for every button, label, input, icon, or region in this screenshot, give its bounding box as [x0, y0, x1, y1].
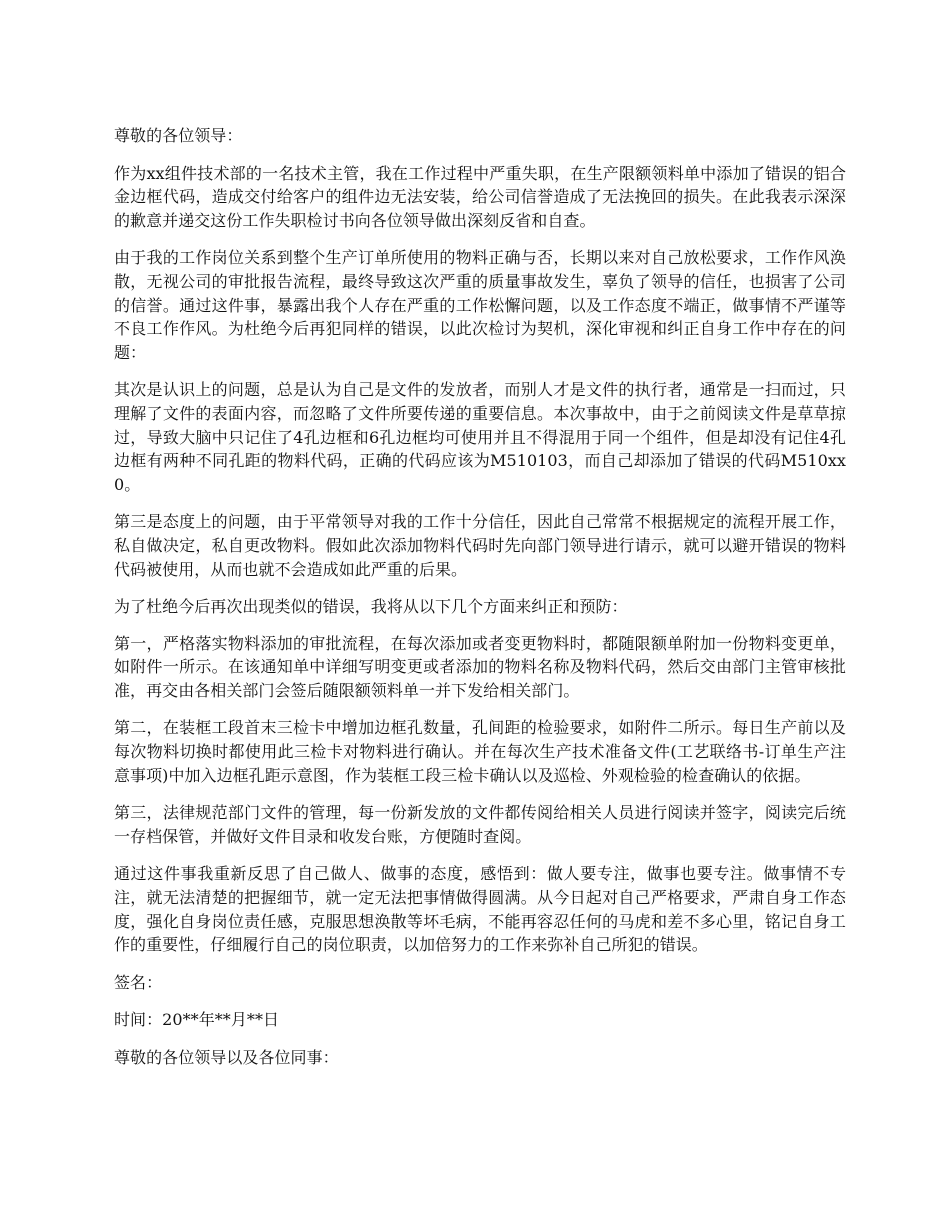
second-salutation: 尊敬的各位领导以及各位同事： [114, 1048, 339, 1067]
paragraph-reflection: 通过这件事我重新反思了自己做人、做事的态度，感悟到：做人要专注，做事也要专注。做事情不专注，就无法清楚的把握细节，就一定无法把事情做得圆满。从今日起对自己严格要求，严肃自身工作态度，强化自身岗位责任感，克服思想涣散等坏毛病，不能再容忍任何的马虎和差不多心里，铭记自身工作的重要性，仔细履行自己的岗位职责，以加倍努力的工作来弥补自己所犯的错误。 [114, 864, 846, 955]
paragraph-measure-two: 第二，在装框工段首末三检卡中增加边框孔数量，孔间距的检验要求，如附件二所示。每日生产前以及每次物料切换时都使用此三检卡对物料进行确认。并在每次生产技术准备文件(工艺联络书-订单生产注意事项)中加入边框孔距示意图，作为装框工段三检卡确认以及巡检、外观检验的检查确认的依据。 [114, 718, 846, 785]
paragraph-cause: 由于我的工作岗位关系到整个生产订单所使用的物料正确与否，长期以来对自己放松要求，工作作风涣散，无视公司的审批报告流程，最终导致这次严重的质量事故发生，辜负了领导的信任，也损害了公司的信誉。通过这件事，暴露出我个人存在严重的工作松懈问题，以及工作态度不端正，做事情不严谨等不良工作作风。为杜绝今后再犯同样的错误，以此次检讨为契机，深化审视和纠正自身工作中存在的问题： [114, 248, 846, 362]
paragraph-attitude-problem: 第三是态度上的问题，由于平常领导对我的工作十分信任，因此自己常常不根据规定的流程开展工作，私自做决定，私自更改物料。假如此次添加物料代码时先向部门领导进行请示，就可以避开错误的物料代码被使用，从而也就不会造成如此严重的后果。 [114, 512, 846, 579]
signature-line: 签名： [114, 972, 163, 992]
document-body [114, 124, 846, 1084]
salutation: 尊敬的各位领导： [114, 126, 243, 145]
paragraph-measure-three: 第三，法律规范部门文件的管理，每一份新发放的文件都传阅给相关人员进行阅读并签字，阅读完后统一存档保管，并做好文件目录和收发台账，方便随时查阅。 [114, 803, 846, 846]
date-line: 时间：20**年**月**日 [114, 1010, 280, 1030]
paragraph-introduction: 作为xx组件技术部的一名技术主管，我在工作过程中严重失职，在生产限额领料单中添加了错误的铝合金边框代码，造成交付给客户的组件边无法安装，给公司信誉造成了无法挽回的损失。在此我表示深深的歉意并递交这份工作失职检讨书向各位领导做出深刻反省和自查。 [114, 163, 846, 230]
paragraph-measure-one: 第一，严格落实物料添加的审批流程，在每次添加或者变更物料时，都随限额单附加一份物料变更单，如附件一所示。在该通知单中详细写明变更或者添加的物料名称及物料代码，然后交由部门主管审核批准，再交由各相关部门会签后随限额领料单一并下发给相关部门。 [114, 633, 846, 700]
paragraph-prevention-intro: 为了杜绝今后再次出现类似的错误，我将从以下几个方面来纠正和预防： [114, 597, 628, 617]
paragraph-cognition-problem: 其次是认识上的问题，总是认为自己是文件的发放者，而别人才是文件的执行者，通常是一扫而过，只理解了文件的表面内容，而忽略了文件所要传递的重要信息。本次事故中，由于之前阅读文件是草草掠过，导致大脑中只记住了4孔边框和6孔边框均可使用并且不得混用于同一个组件，但是却没有记住4孔边框有两种不同孔距的物料代码，正确的代码应该为M510103，而自己却添加了错误的代码M510xx0。 [114, 380, 846, 494]
